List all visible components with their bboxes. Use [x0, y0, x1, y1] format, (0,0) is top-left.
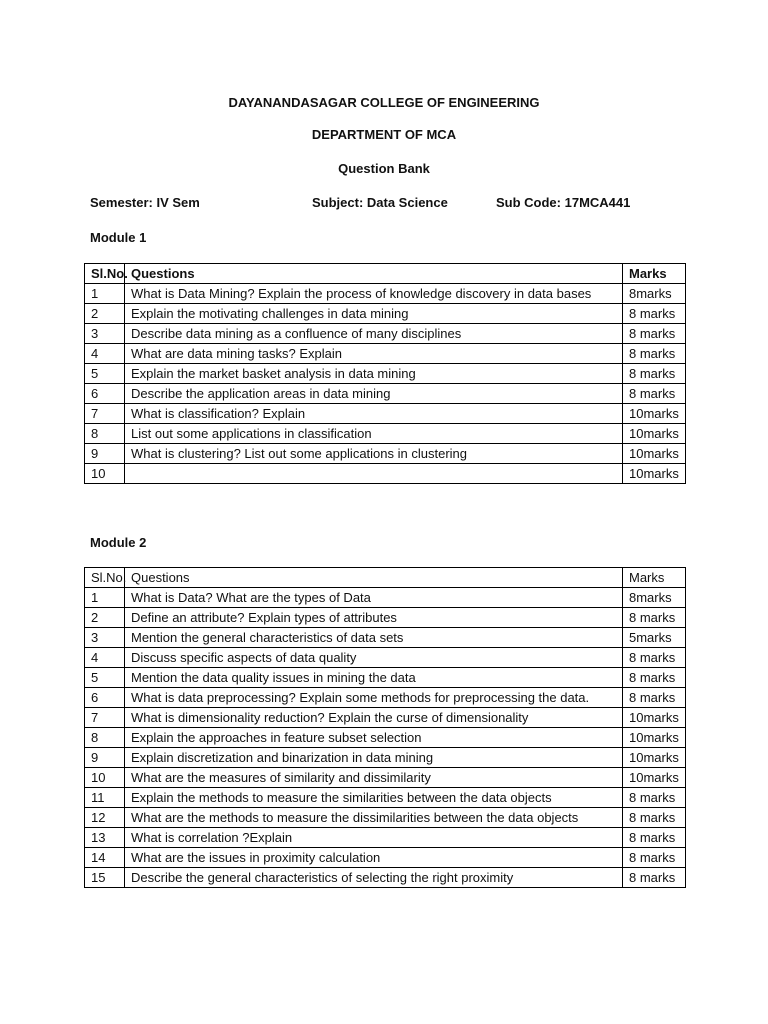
row-question: Mention the general characteristics of data sets: [125, 628, 623, 648]
table-row: [85, 324, 686, 344]
course-info-line: [90, 195, 690, 213]
table-row: [85, 444, 686, 464]
row-marks: 8 marks: [623, 788, 686, 808]
row-serial-number: 5: [85, 364, 125, 384]
row-question: Describe the general characteristics of selecting the right proximity: [125, 868, 623, 888]
table-row: [85, 868, 686, 888]
row-marks: 10marks: [623, 768, 686, 788]
row-serial-number: 6: [85, 384, 125, 404]
row-question: What is data preprocessing? Explain some methods for preprocessing the data.: [125, 688, 623, 708]
row-serial-number: 4: [85, 648, 125, 668]
row-question: What is correlation ?Explain: [125, 828, 623, 848]
department-name: DEPARTMENT OF MCA: [311, 127, 457, 142]
row-marks: 10marks: [623, 424, 686, 444]
module-1-table-body: [85, 264, 686, 484]
column-header-slno: Sl.No.: [85, 568, 125, 588]
module-1-heading: Module 1: [90, 230, 147, 245]
row-marks: 8 marks: [623, 688, 686, 708]
document-title: Question Bank: [338, 161, 430, 176]
table-row: [85, 808, 686, 828]
row-serial-number: 11: [85, 788, 125, 808]
module-2-table-body: [85, 568, 686, 888]
column-header-marks: Marks: [623, 568, 686, 588]
subject-code-label: Sub Code: 17MCA441: [496, 195, 631, 210]
row-serial-number: 8: [85, 424, 125, 444]
row-question: Mention the data quality issues in mining the data: [125, 668, 623, 688]
row-question: What are the methods to measure the dissimilarities between the data objects: [125, 808, 623, 828]
row-marks: 10marks: [623, 464, 686, 484]
table-row: [85, 284, 686, 304]
row-serial-number: 1: [85, 284, 125, 304]
table-header-row: [85, 568, 686, 588]
row-serial-number: 14: [85, 848, 125, 868]
table-row: [85, 424, 686, 444]
row-marks: 10marks: [623, 748, 686, 768]
row-question: Explain the motivating challenges in data mining: [125, 304, 623, 324]
module-1-table: [84, 263, 686, 484]
module-2-heading: Module 2: [90, 535, 147, 550]
row-marks: 8marks: [623, 284, 686, 304]
row-serial-number: 2: [85, 304, 125, 324]
row-serial-number: 13: [85, 828, 125, 848]
row-question: What is dimensionality reduction? Explain the curse of dimensionality: [125, 708, 623, 728]
table-row: [85, 628, 686, 648]
table-row: [85, 344, 686, 364]
row-question: What are the measures of similarity and dissimilarity: [125, 768, 623, 788]
row-question: Describe the application areas in data mining: [125, 384, 623, 404]
row-question: What are data mining tasks? Explain: [125, 344, 623, 364]
row-question: Define an attribute? Explain types of attributes: [125, 608, 623, 628]
row-serial-number: 10: [85, 464, 125, 484]
row-marks: 8 marks: [623, 344, 686, 364]
row-serial-number: 7: [85, 708, 125, 728]
column-header-marks: Marks: [623, 264, 686, 284]
column-header-questions: Questions: [125, 264, 623, 284]
row-marks: 8 marks: [623, 808, 686, 828]
table-row: [85, 828, 686, 848]
row-serial-number: 15: [85, 868, 125, 888]
table-row: [85, 848, 686, 868]
table-row: [85, 404, 686, 424]
row-serial-number: 12: [85, 808, 125, 828]
row-marks: 10marks: [623, 728, 686, 748]
module-2-table: [84, 567, 686, 888]
row-marks: 8 marks: [623, 304, 686, 324]
row-marks: 8 marks: [623, 868, 686, 888]
row-question: Describe data mining as a confluence of many disciplines: [125, 324, 623, 344]
row-serial-number: 6: [85, 688, 125, 708]
row-serial-number: 9: [85, 748, 125, 768]
row-question: What are the issues in proximity calculation: [125, 848, 623, 868]
row-marks: 8 marks: [623, 324, 686, 344]
table-row: [85, 464, 686, 484]
column-header-slno: Sl.No.: [85, 264, 125, 284]
column-header-questions: Questions: [125, 568, 623, 588]
table-row: [85, 688, 686, 708]
row-question: Explain discretization and binarization in data mining: [125, 748, 623, 768]
table-row: [85, 748, 686, 768]
row-serial-number: 2: [85, 608, 125, 628]
row-question: What is Data? What are the types of Data: [125, 588, 623, 608]
row-marks: 10marks: [623, 404, 686, 424]
table-row: [85, 608, 686, 628]
row-question: Explain the approaches in feature subset selection: [125, 728, 623, 748]
row-marks: 8 marks: [623, 828, 686, 848]
row-serial-number: 7: [85, 404, 125, 424]
table-row: [85, 668, 686, 688]
row-serial-number: 8: [85, 728, 125, 748]
table-row: [85, 788, 686, 808]
row-marks: 8 marks: [623, 364, 686, 384]
row-marks: 10marks: [623, 708, 686, 728]
row-question: Explain the market basket analysis in data mining: [125, 364, 623, 384]
row-marks: 8marks: [623, 588, 686, 608]
row-serial-number: 4: [85, 344, 125, 364]
row-marks: 5marks: [623, 628, 686, 648]
table-row: [85, 728, 686, 748]
row-question: What is clustering? List out some applications in clustering: [125, 444, 623, 464]
row-serial-number: 10: [85, 768, 125, 788]
row-question: Explain the methods to measure the similarities between the data objects: [125, 788, 623, 808]
row-marks: 8 marks: [623, 848, 686, 868]
row-serial-number: 3: [85, 628, 125, 648]
semester-label: Semester: IV Sem: [90, 195, 200, 210]
row-question: List out some applications in classification: [125, 424, 623, 444]
table-header-row: [85, 264, 686, 284]
row-marks: 10marks: [623, 444, 686, 464]
row-marks: 8 marks: [623, 384, 686, 404]
row-question: What is classification? Explain: [125, 404, 623, 424]
row-serial-number: 1: [85, 588, 125, 608]
subject-label: Subject: Data Science: [312, 195, 448, 210]
row-marks: 8 marks: [623, 668, 686, 688]
college-name: DAYANANDASAGAR COLLEGE OF ENGINEERING: [228, 95, 540, 110]
table-row: [85, 304, 686, 324]
row-marks: 8 marks: [623, 608, 686, 628]
table-row: [85, 588, 686, 608]
table-row: [85, 364, 686, 384]
table-row: [85, 384, 686, 404]
row-serial-number: 5: [85, 668, 125, 688]
table-row: [85, 708, 686, 728]
row-serial-number: 9: [85, 444, 125, 464]
row-serial-number: 3: [85, 324, 125, 344]
row-question: [125, 464, 623, 484]
table-row: [85, 648, 686, 668]
row-question: Discuss specific aspects of data quality: [125, 648, 623, 668]
table-row: [85, 768, 686, 788]
row-question: What is Data Mining? Explain the process of knowledge discovery in data bases: [125, 284, 623, 304]
row-marks: 8 marks: [623, 648, 686, 668]
